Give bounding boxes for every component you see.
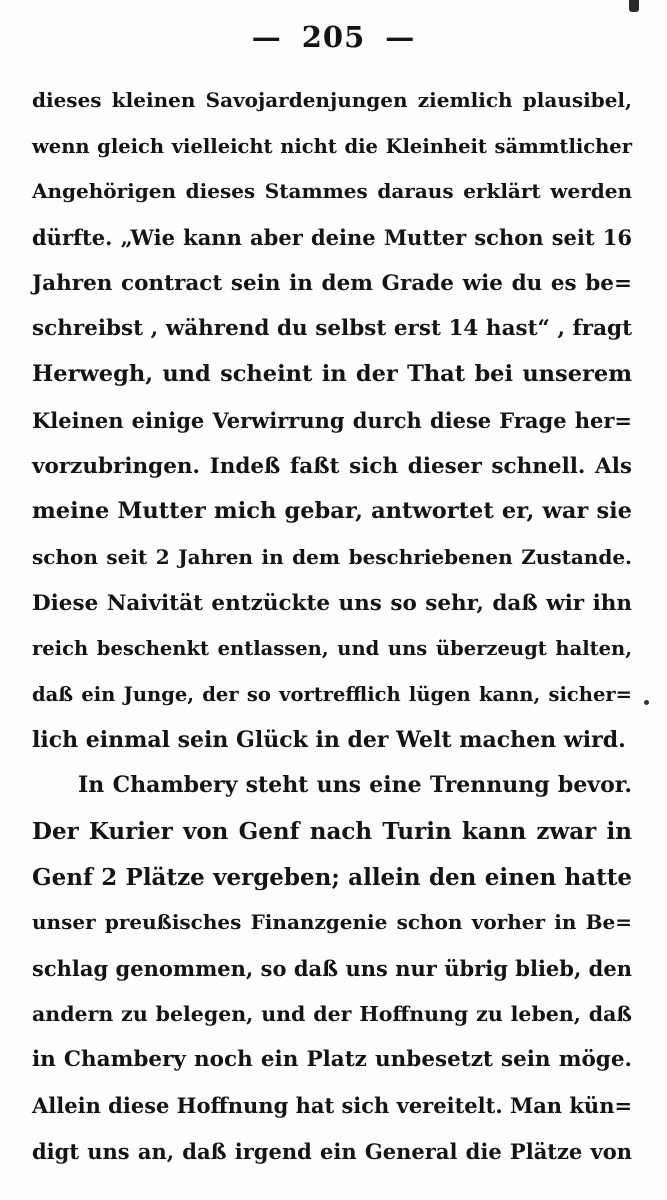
text-line: vorzubringen. Indeß faßt sich dieser schnell. Als bbox=[32, 453, 632, 479]
page-header bbox=[0, 20, 667, 54]
text-line: Jahren contract sein in dem Grade wie du es be= bbox=[32, 270, 632, 296]
text-line: Kleinen einige Verwirrung durch diese Frage her= bbox=[32, 407, 632, 433]
page-number: 205 bbox=[301, 20, 366, 54]
header-dash-left: — bbox=[251, 20, 282, 54]
body-text bbox=[32, 78, 632, 1175]
text-line: Allein diese Hoffnung hat sich vereitelt. Man kün= bbox=[32, 1093, 633, 1119]
text-line: schlag genommen, so daß uns nur übrig blieb, den bbox=[32, 956, 632, 982]
text-line: schon seit 2 Jahren in dem beschriebenen Zustande. bbox=[32, 544, 632, 569]
paragraph-end-line: lich einmal sein Glück in der Welt machen wird. bbox=[32, 726, 626, 753]
text-line: unser preußisches Finanzgenie schon vorher in Be= bbox=[32, 910, 632, 935]
text-line: daß ein Junge, der so vortrefflich lügen kann, sicher= bbox=[32, 682, 632, 706]
text-line: reich beschenkt entlassen, und uns überzeugt halten, bbox=[32, 637, 632, 661]
text-line: in Chambery noch ein Platz unbesetzt sein möge. bbox=[32, 1047, 632, 1073]
text-line: Diese Naivität entzückte uns so sehr, daß wir ihn bbox=[32, 590, 632, 616]
text-line: andern zu belegen, und der Hoffnung zu leben, daß bbox=[32, 1001, 632, 1026]
text-line: meine Mutter mich gebar, antwortet er, war sie bbox=[32, 498, 632, 525]
text-line: wenn gleich vielleicht nicht die Kleinheit sämmtlicher bbox=[32, 134, 632, 158]
scan-speck bbox=[644, 700, 649, 705]
text-line: Der Kurier von Genf nach Turin kann zwar in bbox=[32, 818, 632, 845]
text-line: schreibst , während du selbst erst 14 hast“ , fragt bbox=[32, 316, 632, 342]
text-line: Genf 2 Plätze vergeben; allein den einen hatte bbox=[32, 863, 632, 891]
text-line: dürfte. „Wie kann aber deine Mutter schon seit 16 bbox=[32, 225, 632, 251]
text-line: digt uns an, daß irgend ein General die Plätze von bbox=[32, 1138, 632, 1164]
text-line: dieses kleinen Savojardenjungen ziemlich plausibel, bbox=[32, 88, 632, 112]
scan-corner-mark bbox=[629, 0, 639, 12]
paragraph-start-line: In Chambery steht uns eine Trennung bevor. bbox=[78, 772, 632, 799]
header-dash-right: — bbox=[385, 20, 416, 54]
text-line: Herwegh, und scheint in der That bei unserem bbox=[32, 361, 632, 388]
text-line: Angehörigen dieses Stammes daraus erklärt werden bbox=[32, 179, 632, 204]
